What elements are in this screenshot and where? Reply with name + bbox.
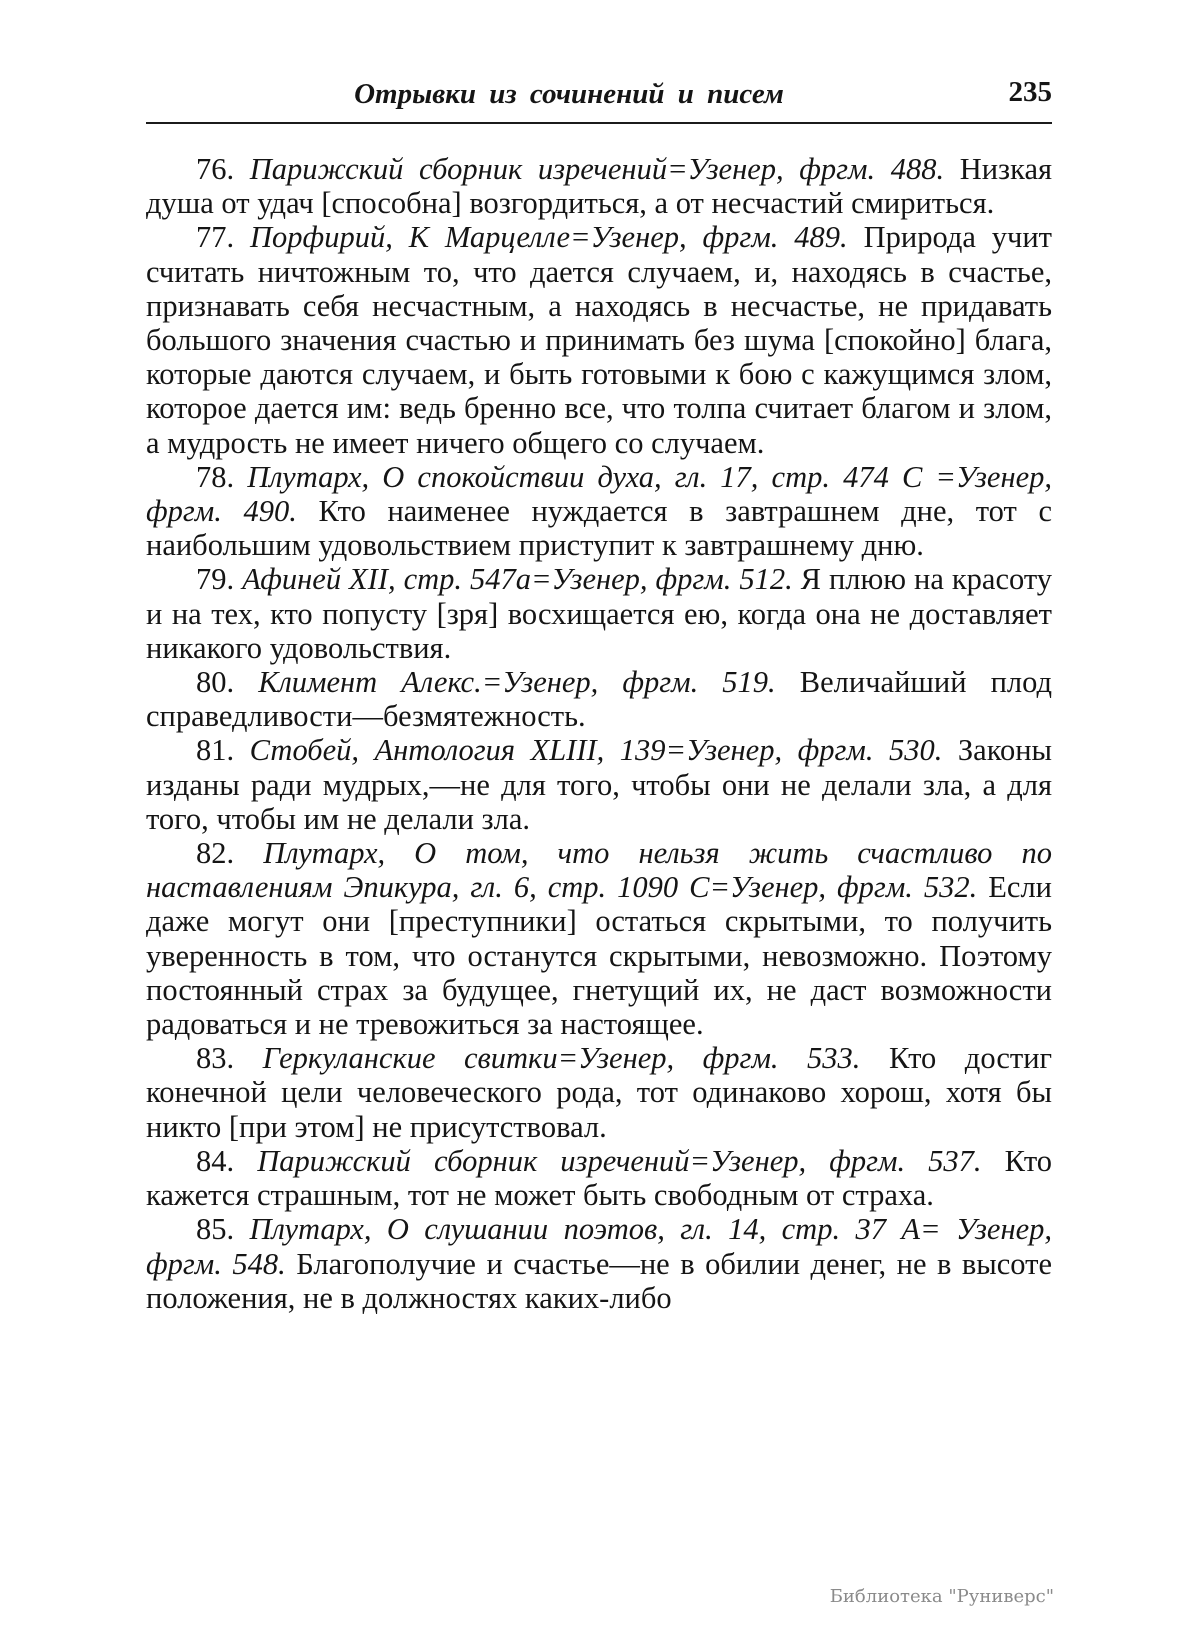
entry-text: Я плюю на красоту и на тех, кто попусту [зря] восхищается ею, когда она не доставляет никакого удовольствия. [146,562,1053,665]
entry-number: 84. [196,1143,235,1178]
fragment-entry [146,1212,1052,1315]
entry-number: 76. [196,152,235,186]
entry-number: 78. [196,459,235,494]
entry-text: Кто наименее нуждается в завтрашнем дне, тот с наибольшим удовольствием приступит к завтрашнему дню. [146,494,1052,563]
entry-text: Величайший плод справедливости—безмятежность. [146,665,1053,734]
entry-text: Природа учит считать ничтожным то, что дается случаем, и, находясь в счастье, признавать себя несчастным, а находясь в несчастье, не придавать большого значения счастью и принимать без шума [спокойно] блага, которые даются случаем, и быть готовыми к бою с кажущимся злом, которое дается им: ведь бренно все, что толпа считает благом и злом, а мудрость не имеет ничего общего со случаем. [146,220,1053,460]
entry-source: Плутарх, О том, что нельзя жить счастливо по наставлениям Эпикура, гл. 6, стр. 1090 С=Узенер, фргм. 532. [146,836,1053,905]
entry-text: Благополучие и счастье—не в обилии денег, не в высоте положения, не в должностях каких-либо [146,1246,1052,1315]
fragment-entry [146,733,1052,836]
entry-source: Геркуланские свитки=Узенер, фргм. 533. [262,1041,861,1076]
fragment-entry [146,562,1052,665]
entry-number: 81. [196,733,235,768]
page-number: 235 [1008,76,1052,108]
text-body [146,152,1052,1315]
fragment-entry [146,836,1052,1041]
entry-number: 82. [196,836,235,871]
entry-text: Кто кажется страшным, тот не может быть свободным от страха. [146,1143,1053,1213]
entry-text: Законы изданы ради мудрых,—не для того, чтобы они не делали зла, а для того, чтобы им не делали зла. [146,733,1053,836]
entry-source: Плутарх, О слушании поэтов, гл. 14, стр. 37 А= Узенер, фргм. 548. [146,1212,1053,1281]
entry-source: Афиней XII, стр. 547а=Узенер, фргм. 512. [242,562,793,597]
entry-source: Климент Алекс.=Узенер, фргм. 519. [258,665,776,700]
entry-number: 79. [196,562,235,597]
entry-number: 80. [196,665,235,700]
entry-text: Низкая душа от удач [способна] возгордиться, а от несчастий смириться. [146,152,1053,221]
entry-number: 85. [196,1212,235,1247]
library-credit: Библиотека "Руниверс" [829,1586,1054,1607]
entry-text: Кто достиг конечной цели человеческого рода, тот одинаково хорош, хотя бы никто [при этом] не присутствовал. [146,1041,1053,1144]
fragment-entry [146,220,1052,459]
fragment-entry [146,1144,1052,1212]
running-title: Отрывки из сочинений и писем [354,78,784,110]
fragment-entry [146,152,1052,220]
fragment-entry [146,460,1052,563]
fragment-entry [146,1041,1052,1144]
entry-text: Если даже могут они [преступники] остаться скрытыми, то получить уверенность в том, что останутся скрытыми, невозможно. Поэтому постоянный страх за будущее, гнетущий их, не даст возможности радоваться и не тревожиться за настоящее. [146,870,1052,1042]
entry-source: Парижский сборник изречений=Узенер, фргм. 537. [257,1143,982,1178]
entry-source: Парижский сборник изречений=Узенер, фргм. 488. [249,152,945,186]
entry-source: Стобей, Антология XLIII, 139=Узенер, фргм. 530. [249,733,943,768]
fragment-entry [146,665,1052,733]
running-header [146,68,1052,124]
entry-number: 83. [196,1041,235,1076]
entry-source: Плутарх, О спокойствии духа, гл. 17, стр. 474 С =Узенер, фргм. 490. [146,459,1053,529]
entry-source: Порфирий, К Марцелле=Узенер, фргм. 489. [250,220,848,255]
entry-number: 77. [196,220,235,255]
